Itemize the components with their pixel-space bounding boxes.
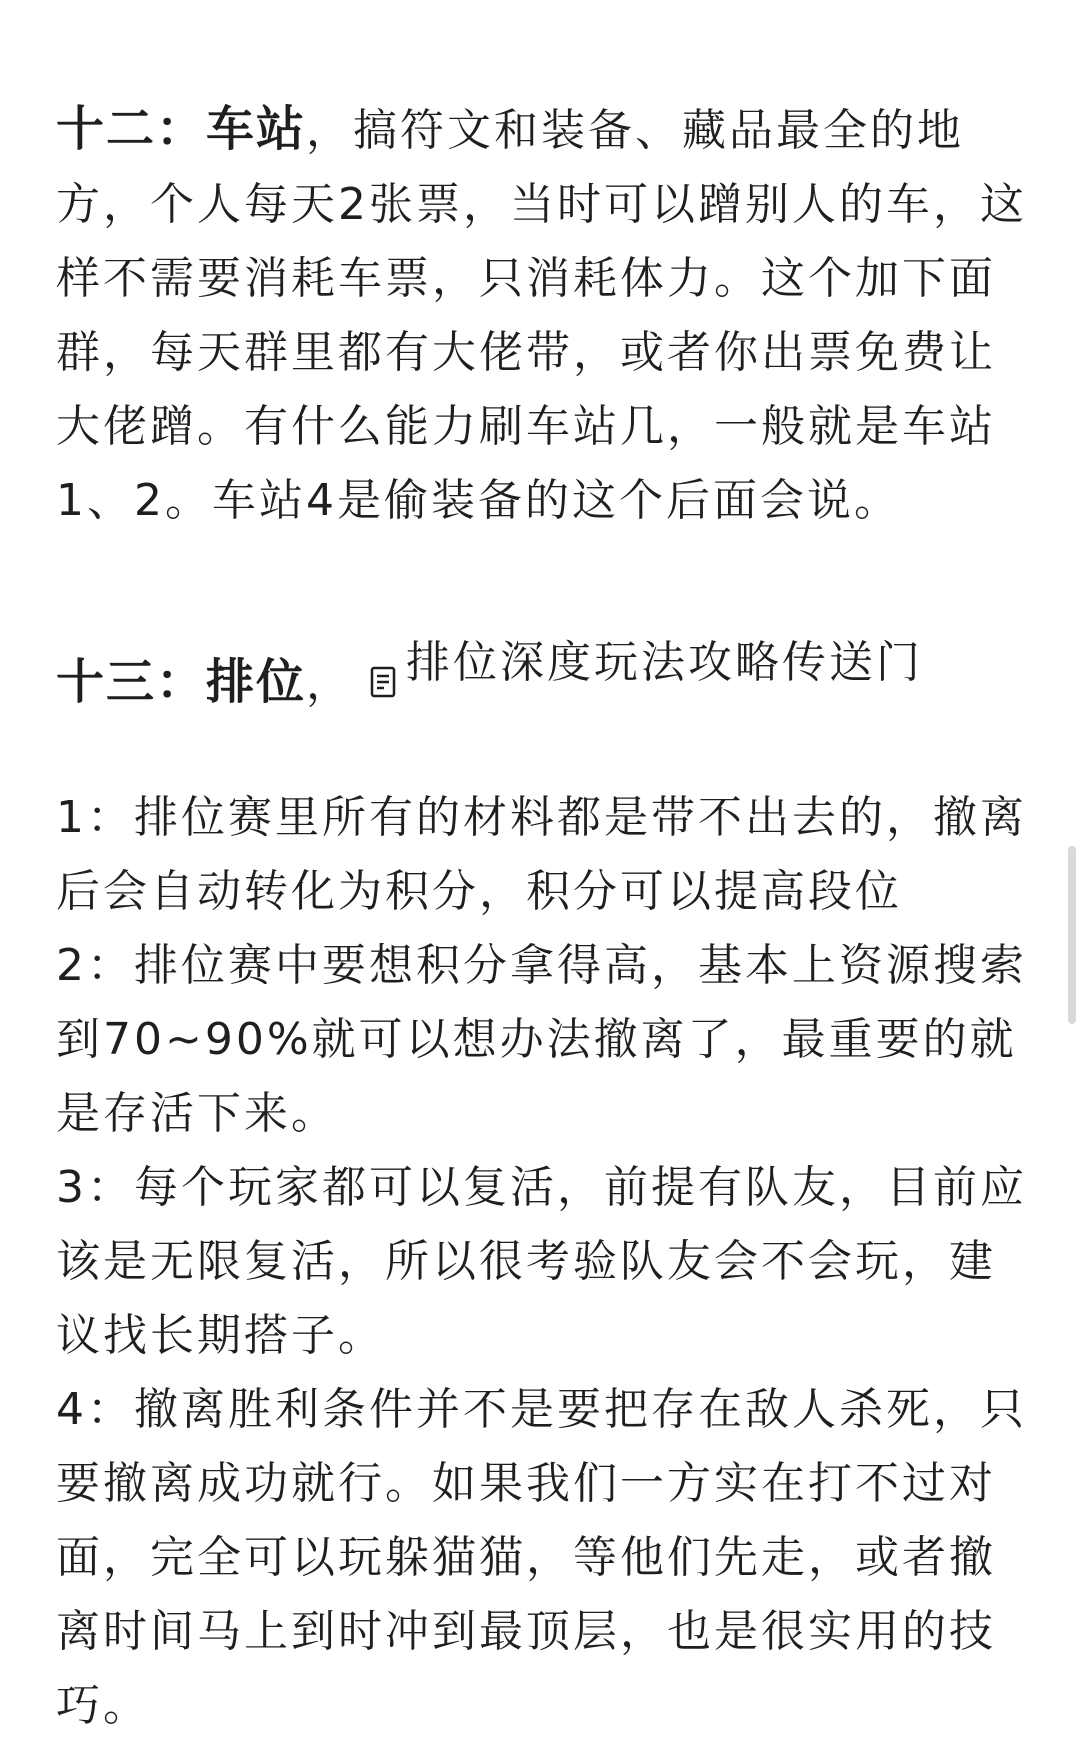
scrollbar[interactable] [1068, 846, 1076, 1024]
ranked-guide-link[interactable] [370, 626, 923, 700]
ranked-guide-link-label: 排位深度玩法攻略传送门 [406, 637, 924, 688]
section-12-paragraph [56, 92, 1034, 538]
section-13-comma: ， [306, 658, 354, 709]
section-12-body: ，搞符文和装备、藏品最全的地方，个人每天2张票，当时可以蹭别人的车，这样不需要消耗车票，只消耗体力。这个加下面群，每天群里都有大佬带，或者你出票免费让大佬蹭。有什么能力刷车站几，一般就是车站1、2。车站4是偷装备的这个后面会说。 [56, 105, 1027, 526]
list-item: 4：撤离胜利条件并不是要把存在敌人杀死，只要撤离成功就行。如果我们一方实在打不过对面，完全可以玩躲猫猫，等他们先走，或者撤离时间马上到时冲到最顶层，也是很实用的技巧。 [56, 1384, 1027, 1731]
list-item: 2：排位赛中要想积分拿得高，基本上资源搜索到70~90%就可以想办法撤离了，最重要的就是存活下来。 [56, 940, 1027, 1139]
section-13-title: 十三：排位 [56, 654, 307, 710]
spacer [56, 538, 1034, 626]
list-item: 1：排位赛里所有的材料都是带不出去的，撤离后会自动转化为积分，积分可以提高段位 [56, 792, 1027, 917]
article-content [56, 92, 1034, 1743]
section-13-header [56, 626, 1034, 721]
document-icon [370, 647, 396, 679]
section-12-title: 十二：车站 [56, 101, 307, 157]
list-item: 3：每个玩家都可以复活，前提有队友，目前应该是无限复活，所以很考验队友会不会玩，建议找长期搭子。 [56, 1162, 1027, 1361]
spacer [56, 721, 1034, 781]
